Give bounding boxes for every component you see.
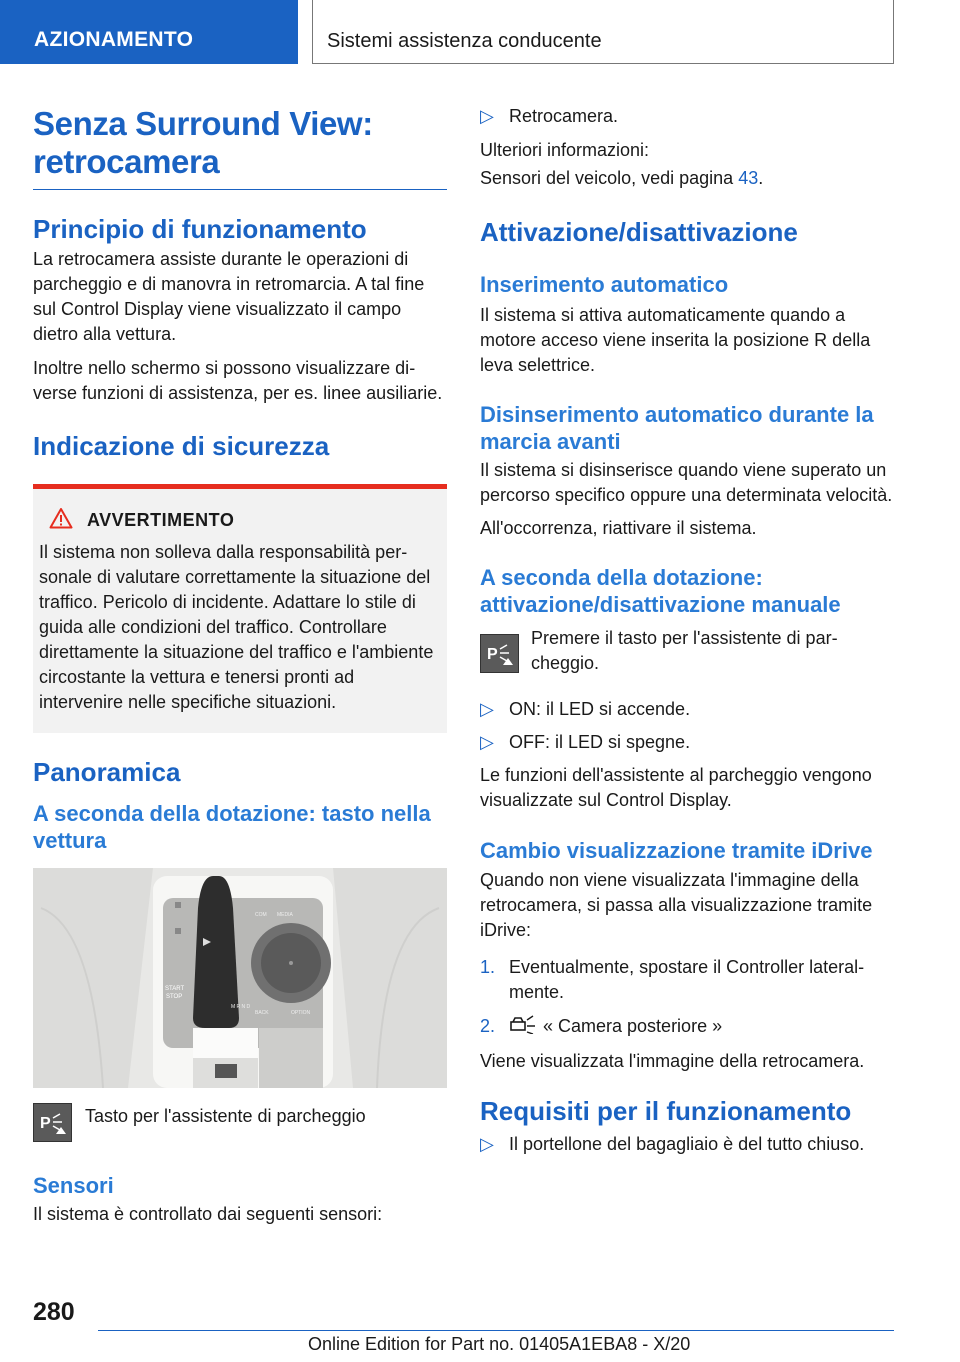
auto-on-text: Il sistema si attiva automaticamente quando a motore acceso viene inserita la posizione R della leva selettrice.	[480, 305, 871, 375]
more-info-end: .	[758, 168, 764, 188]
step-item	[480, 1014, 896, 1041]
svg-text:P: P	[486, 645, 498, 663]
warning-title: AVVERTIMENTO	[87, 510, 235, 530]
page-number: 280	[33, 1298, 75, 1326]
list-item	[480, 1132, 896, 1157]
step-text: Eventualmente, spostare il Controller lateralmente.	[509, 957, 865, 1002]
photo-label-back: BACK	[255, 1010, 269, 1016]
led-on-text: ON: il LED si accende.	[509, 699, 691, 719]
manual-text: Premere il tasto per l'assistente di parcheggio.	[531, 628, 838, 673]
button-heading: A seconda della dotazione: tasto nella vettura	[33, 801, 431, 853]
manual-row	[480, 628, 896, 676]
button-caption: Tasto per l'assistente di parcheggio	[85, 1106, 366, 1126]
bullet-marker: ▷	[480, 106, 494, 126]
bullet-marker: ▷	[480, 699, 494, 719]
requirement-text: Il portellone del bagagliaio è del tutto chiuso.	[509, 1134, 865, 1154]
list-item	[480, 697, 896, 722]
chapter-tab	[312, 0, 894, 64]
photo-label-media: MEDIA	[277, 912, 293, 918]
idrive-text: Quando non viene visualizzata l'immagine della retrocamera, si passa alla visualizzazione tramite iDrive:	[480, 870, 873, 940]
safety-heading: Indicazione di sicurezza	[33, 431, 330, 461]
sensors-text: Il sistema è controllato dai seguenti sensori:	[33, 1204, 383, 1224]
reactivate-text: All'occorrenza, riattivare il sistema.	[480, 518, 757, 538]
auto-off-heading: Disinserimento automatico durante la marcia avanti	[480, 402, 874, 454]
step-number: 2.	[480, 1016, 496, 1036]
step-number: 1.	[480, 957, 496, 977]
section-tab	[0, 0, 298, 64]
more-info-text: Sensori del veicolo, vedi pagina	[480, 168, 734, 188]
idrive-heading: Cambio visualizzazione tramite iDrive	[480, 838, 873, 863]
park-assist-button-icon	[480, 634, 519, 673]
step-text: « Camera posteriore »	[543, 1016, 723, 1036]
sensor-bullet: Retrocamera.	[509, 106, 619, 126]
requirements-heading: Requisiti per il funzionamento	[480, 1096, 852, 1126]
manual-heading: A seconda della dotazione: attivazione/disattivazione manuale	[480, 565, 841, 617]
section-title: AZIONAMENTO	[34, 28, 194, 51]
edition-text: Online Edition for Part no. 01405A1EBA8 - X/20	[308, 1334, 691, 1354]
rear-camera-icon	[509, 1014, 543, 1041]
auto-off-text: Il sistema si disinserisce quando viene superato un percorso specifico oppure una determinata velocità.	[480, 460, 893, 505]
more-info-line	[480, 166, 896, 191]
button-legend	[33, 1103, 447, 1142]
page-title: Senza Surround View: retrocamera	[33, 105, 373, 180]
svg-text:P: P	[39, 1114, 51, 1132]
chapter-title: Sistemi assistenza conducente	[327, 30, 602, 52]
photo-label-stop: STOP	[166, 994, 183, 1000]
footer-divider	[98, 1330, 894, 1331]
result-text: Viene visualizzata l'immagine della retrocamera.	[480, 1051, 865, 1071]
warning-box	[33, 484, 447, 733]
page-link[interactable]: 43	[738, 168, 759, 188]
warning-text: Il sistema non solleva dalla responsabilità personale di valutare correttamente la situazione del traffico. Pericolo di incidente. Adattare lo stile di guida alle condizioni del traffico. Controllare direttamente la situazione del traffico e l'ambiente circostante la vettura e tenersi pronti ad intervenire nelle specifiche situazioni.	[39, 542, 434, 712]
auto-on-heading: Inserimento automatico	[480, 272, 729, 297]
sensors-heading: Sensori	[33, 1173, 114, 1198]
center-console-photo	[33, 868, 447, 1088]
led-off-text: OFF: il LED si spegne.	[509, 732, 691, 752]
functions-text: Le funzioni dell'assistente al parcheggio vengono visualizzate sul Control Display.	[480, 765, 872, 810]
warning-header	[39, 507, 441, 534]
photo-label-gears: M R N D	[231, 1004, 251, 1010]
warning-triangle-icon	[49, 507, 73, 534]
principle-heading: Principio di funzionamento	[33, 214, 367, 244]
title-divider	[33, 189, 447, 190]
step-item	[480, 955, 896, 1005]
list-item	[480, 104, 896, 129]
activation-heading: Attivazione/disattivazione	[480, 217, 798, 247]
list-item	[480, 730, 896, 755]
park-assist-button-icon	[33, 1103, 72, 1142]
principle-paragraph-1: La retrocamera assiste durante le operazioni di parcheggio e di manovra in retromarcia. A tal fine sul Control Display viene visualizzato il campo dietro alla vettura.	[33, 249, 425, 344]
bullet-marker: ▷	[480, 732, 494, 752]
overview-heading: Panoramica	[33, 757, 181, 787]
more-info-label: Ulteriori informazioni:	[480, 140, 650, 160]
photo-label-option: OPTION	[291, 1010, 311, 1016]
photo-label-start: START	[165, 986, 185, 992]
right-column	[480, 104, 896, 1157]
photo-label-com: COM	[255, 912, 267, 918]
bullet-marker: ▷	[480, 1134, 494, 1154]
left-column	[33, 100, 447, 1227]
principle-paragraph-2: Inoltre nello schermo si possono visualizzare diverse funzioni di assistenza, per es. linee ausiliarie.	[33, 358, 443, 403]
